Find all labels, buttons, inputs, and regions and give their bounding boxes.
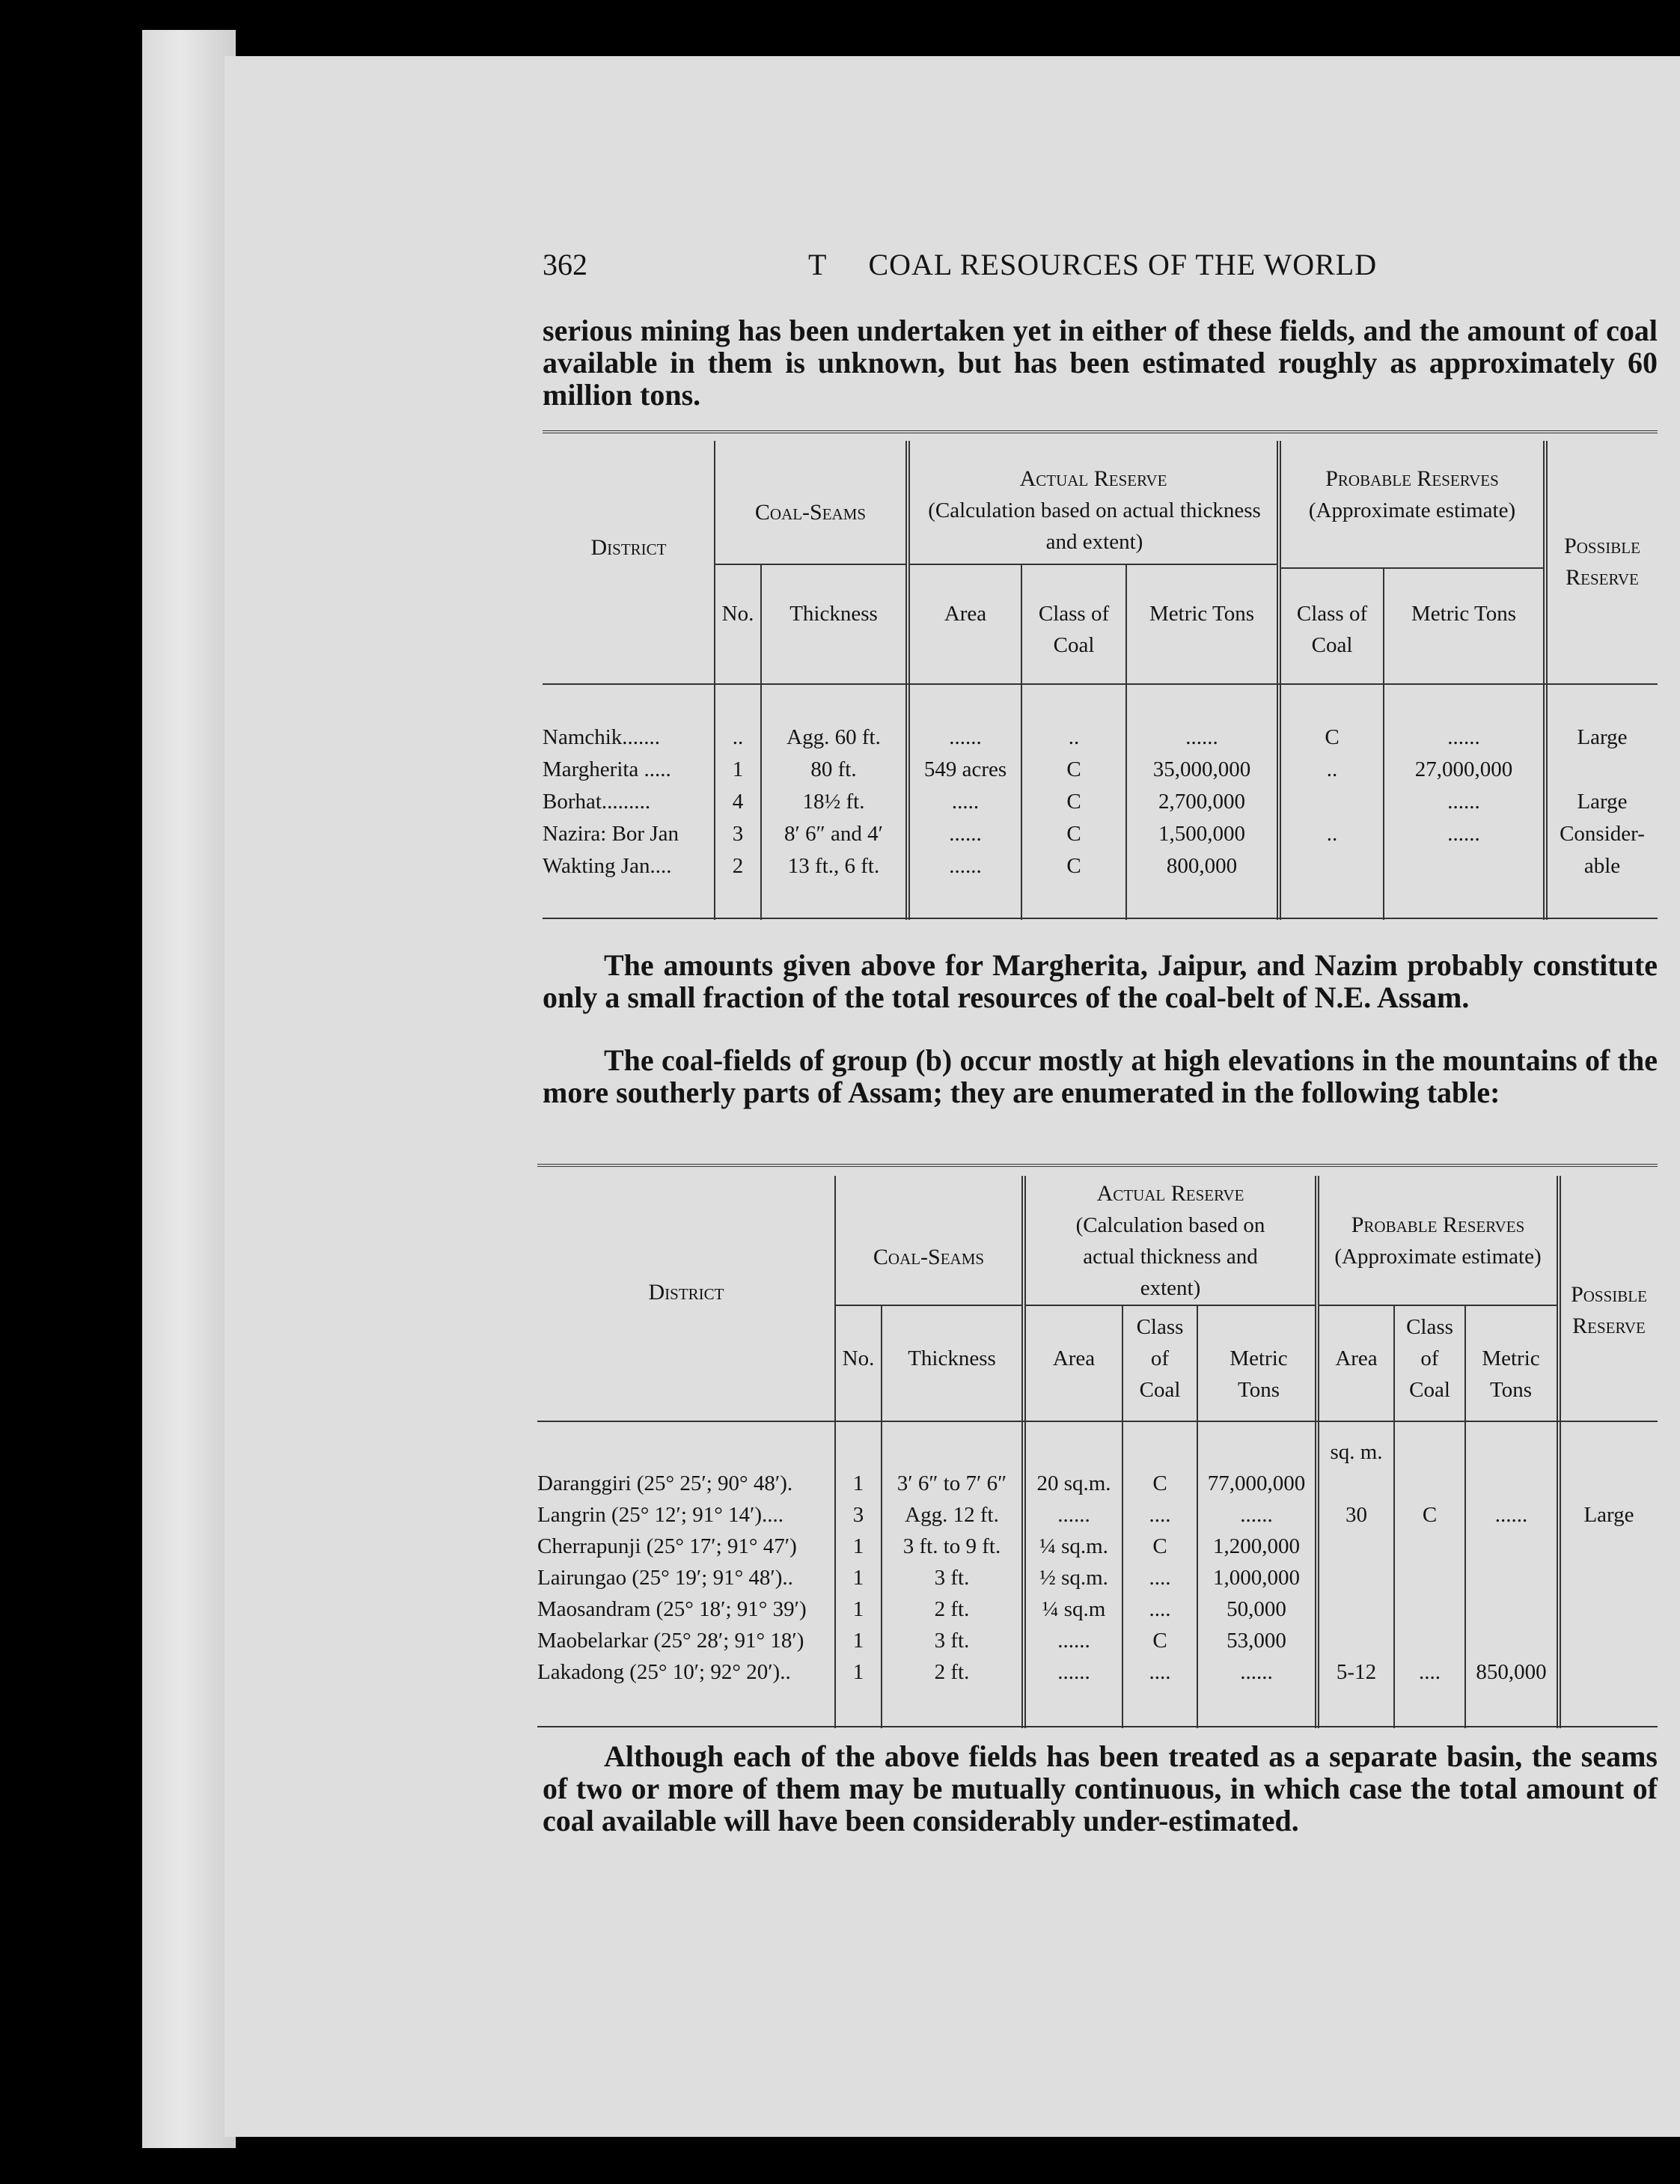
cell-district: Lakadong (25° 10′; 92° 20′).. (537, 1660, 791, 1684)
header-coal-seams: Coal-Seams (873, 1245, 985, 1269)
cell-no: 3 (732, 822, 744, 846)
cell-no: .. (732, 725, 744, 749)
header-probable-area: Area (1335, 1346, 1378, 1370)
cell-tons: 1,000,000 (1213, 1566, 1300, 1590)
header-actual-reserve: Actual Reserve (1096, 1181, 1244, 1206)
cell-p-tons: ...... (1494, 1503, 1528, 1527)
table-row (543, 722, 1658, 753)
header-coal-seams: Coal-Seams (754, 500, 867, 525)
table-row (537, 1468, 1658, 1499)
header-area: Area (1052, 1346, 1096, 1370)
cell-p-tons: 27,000,000 (1414, 757, 1513, 781)
unit-sq-m: sq. m. (1330, 1440, 1383, 1464)
header-probable-metric-tons: Metric Tons (1411, 602, 1516, 626)
cell-area: ½ sq.m. (1039, 1566, 1108, 1590)
cell-possible: Large (1583, 1503, 1634, 1527)
cell-district: Daranggiri (25° 25′; 90° 48′). (537, 1471, 793, 1495)
cell-area: ...... (949, 854, 982, 878)
cell-possible: Large (1577, 790, 1628, 814)
cell-area: ...... (949, 725, 982, 749)
cell-class: C (1152, 1534, 1167, 1558)
cell-area: 549 acres (923, 757, 1007, 781)
cell-no: 3 (852, 1503, 864, 1527)
cell-no: 1 (852, 1471, 864, 1495)
cell-district: Namchik....... (543, 725, 661, 749)
cell-possible: able (1583, 854, 1621, 878)
cell-area: ...... (1057, 1503, 1090, 1527)
header-possible-reserve: Possible Reserve (1564, 534, 1640, 590)
cell-district: Cherrapunji (25° 17′; 91° 47′) (537, 1534, 797, 1558)
paragraph-group-b: The coal-fields of group (b) occur mostly at high elevations in the mountains of the more southerly parts of Assam; they are enumerated in the following table: (543, 1043, 1658, 1109)
cell-thickness: 8′ 6″ and 4′ (784, 822, 883, 846)
cell-possible: Consider- (1560, 822, 1645, 846)
cell-no: 1 (852, 1597, 864, 1621)
page-number: 362 (543, 248, 587, 281)
cell-area: 20 sq.m. (1036, 1471, 1111, 1495)
cell-district: Margherita ..... (543, 757, 671, 781)
cell-p-tons: ...... (1447, 822, 1480, 846)
header-no: No. (721, 602, 754, 626)
cell-p-area: 5-12 (1336, 1660, 1377, 1684)
cell-area: ¼ sq.m. (1039, 1534, 1108, 1558)
cell-class: C (1066, 822, 1081, 846)
header-actual-reserve-note: (Calculation based on actual thickness and extent) (928, 498, 1261, 554)
cell-tons: ...... (1240, 1660, 1273, 1684)
table-row (543, 786, 1658, 817)
table-row (537, 1593, 1658, 1625)
cell-class: C (1066, 757, 1081, 781)
header-probable-reserves-note: (Approximate estimate) (1334, 1245, 1542, 1269)
cell-p-class: .. (1326, 757, 1338, 781)
cell-thickness: Agg. 12 ft. (905, 1503, 999, 1527)
header-metric-tons: Metric Tons (1230, 1346, 1288, 1402)
cell-district: Maosandram (25° 18′; 91° 39′) (537, 1597, 807, 1621)
cell-no: 4 (732, 790, 744, 814)
cell-thickness: 2 ft. (934, 1660, 970, 1684)
cell-p-class: .... (1419, 1660, 1441, 1684)
running-title: T COAL RESOURCES OF THE WORLD (808, 248, 1378, 281)
cell-thickness: 18½ ft. (802, 790, 865, 814)
cell-thickness: 13 ft., 6 ft. (787, 854, 880, 878)
cell-possible: Large (1577, 725, 1628, 749)
header-actual-reserve-note: (Calculation based on actual thickness and extent) (1075, 1213, 1265, 1300)
cell-district: Nazira: Bor Jan (543, 822, 679, 846)
cell-tons: ...... (1185, 725, 1218, 749)
cell-p-tons: ...... (1447, 790, 1480, 814)
cell-class: C (1152, 1629, 1167, 1653)
running-header (543, 247, 1665, 292)
cell-thickness: 2 ft. (934, 1597, 970, 1621)
cell-class: .... (1149, 1660, 1171, 1684)
cell-district: Lairungao (25° 19′; 91° 48′).. (537, 1566, 793, 1590)
table-row (537, 1499, 1658, 1531)
cell-p-tons: ...... (1447, 725, 1480, 749)
header-possible-reserve: Possible Reserve (1571, 1282, 1647, 1338)
cell-district: Borhat......... (543, 790, 651, 814)
cell-no: 1 (852, 1660, 864, 1684)
table-row (537, 1562, 1658, 1593)
cell-p-class: .. (1326, 822, 1338, 846)
cell-tons: 1,200,000 (1213, 1534, 1300, 1558)
cell-thickness: 3′ 6″ to 7′ 6″ (896, 1471, 1007, 1495)
cell-class: C (1066, 854, 1081, 878)
paragraph-conclusion: Although each of the above fields has been treated as a separate basin, the seams of two or more of them may be mutually continuous, in which case the total amount of coal available will have been considerably under-estimated. (543, 1739, 1658, 1837)
cell-tons: 50,000 (1227, 1597, 1286, 1621)
cell-district: Wakting Jan.... (543, 854, 672, 878)
cell-tons: 35,000,000 (1152, 757, 1251, 781)
cell-class: C (1152, 1471, 1167, 1495)
cell-thickness: 3 ft. (934, 1566, 970, 1590)
table-row (543, 850, 1658, 882)
cell-thickness: 3 ft. to 9 ft. (902, 1534, 1001, 1558)
cell-tons: 77,000,000 (1207, 1471, 1306, 1495)
cell-thickness: Agg. 60 ft. (786, 725, 881, 749)
header-district: District (648, 1280, 724, 1305)
cell-class: .... (1149, 1503, 1171, 1527)
table-row (537, 1625, 1658, 1656)
cell-p-tons: 850,000 (1476, 1660, 1547, 1684)
cell-no: 1 (852, 1566, 864, 1590)
cell-class: C (1066, 790, 1081, 814)
cell-area: ..... (951, 790, 980, 814)
header-area: Area (944, 602, 987, 626)
header-metric-tons: Metric Tons (1149, 602, 1254, 626)
header-probable-metric-tons: Metric Tons (1482, 1346, 1540, 1402)
header-district: District (590, 535, 667, 560)
header-probable-reserves: Probable Reserves (1351, 1213, 1525, 1237)
cell-area: ¼ sq.m (1042, 1597, 1106, 1621)
cell-class: .... (1149, 1597, 1171, 1621)
paragraph-intro: serious mining has been undertaken yet in either of these fields, and the amount of coal available in them is unknown, but has been estimated roughly as approximately 60 million tons. (543, 314, 1658, 412)
cell-no: 1 (852, 1534, 864, 1558)
cell-district: Langrin (25° 12′; 91° 14′).... (537, 1503, 784, 1527)
table-row (543, 754, 1658, 785)
table-row (543, 818, 1658, 849)
book-spine-edge (142, 30, 236, 2148)
header-no: No. (842, 1346, 875, 1370)
cell-tons: 53,000 (1227, 1629, 1286, 1653)
cell-district: Maobelarkar (25° 28′; 91° 18′) (537, 1629, 804, 1653)
header-class-of-coal: Class of Coal (1136, 1315, 1184, 1402)
header-probable-reserves-note: (Approximate estimate) (1308, 498, 1516, 522)
cell-p-class: C (1422, 1503, 1438, 1527)
header-actual-reserve: Actual Reserve (1019, 466, 1167, 491)
paragraph-margherita: The amounts given above for Margherita, Jaipur, and Nazim probably constitute only a small fraction of the total resources of the coal-belt of N.E. Assam. (543, 948, 1658, 1014)
cell-area: ...... (949, 822, 982, 846)
header-thickness: Thickness (789, 602, 878, 626)
table-ne-assam (543, 430, 1658, 920)
table-south-assam (537, 1164, 1658, 1728)
cell-area: ...... (1057, 1660, 1090, 1684)
cell-class: .... (1149, 1566, 1171, 1590)
cell-p-class: C (1325, 725, 1340, 749)
cell-p-area: 30 (1345, 1503, 1367, 1527)
cell-class: .. (1068, 725, 1080, 749)
header-thickness: Thickness (908, 1346, 996, 1370)
cell-no: 2 (732, 854, 744, 878)
header-probable-class: Class of Coal (1406, 1315, 1453, 1402)
cell-tons: ...... (1240, 1503, 1273, 1527)
header-class-of-coal: Class of Coal (1038, 602, 1110, 657)
cell-area: ...... (1057, 1629, 1090, 1653)
cell-tons: 2,700,000 (1158, 790, 1245, 814)
cell-thickness: 80 ft. (810, 757, 857, 781)
table-row (537, 1531, 1658, 1562)
header-probable-class: Class of Coal (1296, 602, 1368, 657)
cell-no: 1 (732, 757, 744, 781)
cell-thickness: 3 ft. (934, 1629, 970, 1653)
cell-no: 1 (852, 1629, 864, 1653)
cell-tons: 800,000 (1166, 854, 1238, 878)
table-row (537, 1656, 1658, 1688)
header-probable-reserves: Probable Reserves (1325, 466, 1499, 491)
cell-tons: 1,500,000 (1158, 822, 1245, 846)
